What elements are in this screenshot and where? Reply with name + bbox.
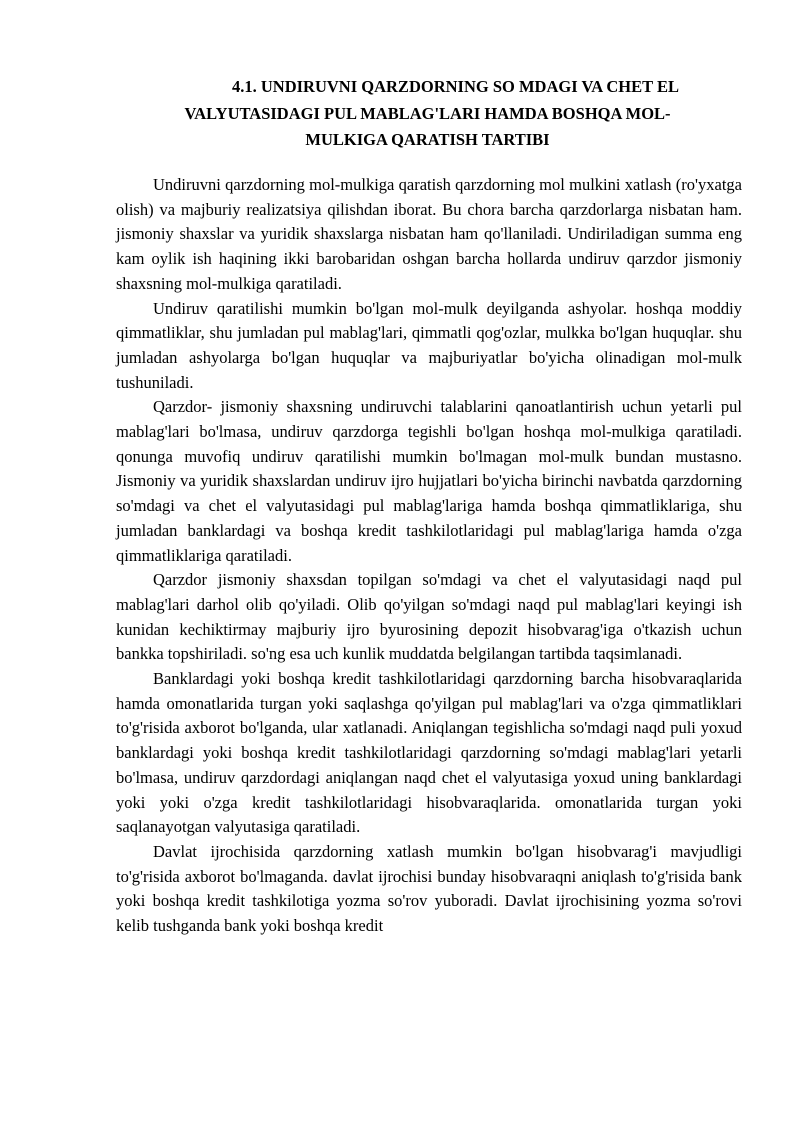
- paragraph-4: Qarzdor jismoniy shaxsdan topilgan so'mdagi va chet el valyutasidagi naqd pul mablag'lari darhol olib qo'yiladi. Olib qo'yilgan so'mdagi naqd pul mablag'lari keyingi ish kunidan kechiktirmay majburiy ijro byurosining depozit hisobvarag'iga o'tkazish uchun bankka topshiriladi. so'ng esa uch kunlik muddatda belgilangan tartibda taqsimlanadi.: [116, 570, 742, 664]
- paragraph-6: Davlat ijrochisida qarzdorning xatlash mumkin bo'lgan hisobvarag'i mavjudligi to'g'risida axborot bo'lmaganda. davlat ijrochisi bunday hisobvaraqni aniqlash to'g'risida bank yoki boshqa kredit tashkilotiga yozma so'rov yuboradi. Davlat ijrochisining yozma so'rovi kelib tushganda bank yoki boshqa kredit: [116, 841, 742, 936]
- body-text: [116, 173, 742, 939]
- heading-line-1: 4.1. UNDIRUVNI QARZDORNING SO MDAGI VA CHET EL: [232, 77, 679, 96]
- paragraph-2: Undiruv qaratilishi mumkin bo'lgan mol-mulk deyilganda ashyolar. hoshqa moddiy qimmatliklar, shu jumladan pul mablag'lari, qimmatli qog'ozlar, mulkka bo'lgan huquqlar. shu jumladan ashyolarga bo'lgan huquqlar va majburiyatlar bo'yicha olinadigan mol-mulk tushuniladi.: [116, 298, 742, 392]
- paragraph-1: Undiruvni qarzdorning mol-mulkiga qaratish qarzdorning mol mulkini xatlash (ro'yxatga olish) va majburiy realizatsiya qilishdan iborat. Bu chora barcha qarzdorlarga nisbatan ham. jismoniy shaxslar va yuridik shaxslarga nisbatan ham qo'llaniladi. Undiriladigan summa eng kam oylik ish haqining ikki barobaridan oshgan barcha hollarda undiruv qarzdor jismoniy shaxsning mol-mulkiga qaratiladi.: [116, 175, 742, 293]
- section-heading: [112, 74, 743, 154]
- heading-line-3: MULKIGA QARATISH TARTIBI: [305, 130, 550, 149]
- heading-line-2: VALYUTASIDAGI PUL MABLAG'LARI HAMDA BOSHQA MOL-: [184, 103, 671, 123]
- paragraph-3: Qarzdor- jismoniy shaxsning undiruvchi talablarini qanoatlantirish uchun yetarli pul mablag'lari bo'lmasa, undiruv qarzdorga tegishli bo'lgan hoshqa mol-mulkiga qaratiladi. qonunga muvofiq undiruv qaratilishi mumkin bo'lmagan mol-mulk bundan mustasno. Jismoniy va yuridik shaxslardan undiruv ijro hujjatlari bo'yicha birinchi navbatda qarzdorning so'mdagi va chet el valyutasidagi pul mablag'lariga hamda boshqa qimmatliklariga, shu jumladan banklardagi va boshqa kredit tashkilotlaridagi pul mablag'lariga hamda o'zga qimmatliklariga qaratiladi.: [116, 397, 742, 565]
- paragraph-5: Banklardagi yoki boshqa kredit tashkilotlaridagi qarzdorning barcha hisobvaraqlarida hamda omonatlarida turgan yoki saqlashga qo'yilgan pul mablag'lari va o'zga qimmatliklari to'g'risida axborot bo'lganda, ular xatlanadi. Aniqlangan tegishlicha so'mdagi naqd puli yoxud banklardagi yoki boshqa kredit tashkilotlaridagi qarzdorning so'mdagi mablag'lari yetarli bo'lmasa, undiruv qarzdordagi aniqlangan naqd chet el valyutasiga yoxud uning banklardagi yoki yoki o'zga kredit tashkilotlaridagi hisobvaraqlarida. omonatlarida turgan yoki saqlanayotgan valyutasiga qaratiladi.: [116, 669, 742, 837]
